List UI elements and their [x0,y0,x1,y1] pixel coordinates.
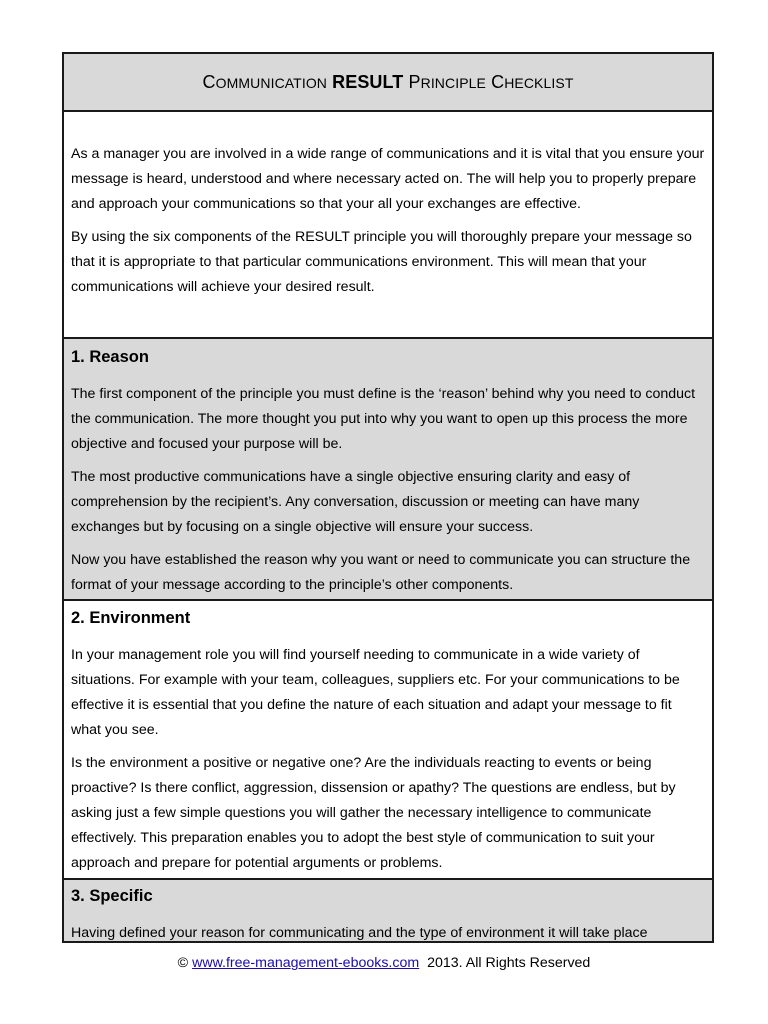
reason-paragraph-2: The most productive communications have a single objective ensuring clarity and easy of comprehension by the recipient’s. Any conversation, discussion or meeting can have many exchanges but by focusing on a single objective will ensure your success. [71,469,640,535]
section-reason [64,339,712,601]
rights-text: 2013. All Rights Reserved [427,955,591,971]
section-heading-specific: 3. Specific [71,887,153,905]
document-title: COMMUNICATION RESULT PRINCIPLE CHECKLIST [202,71,574,92]
intro-cell [64,112,712,339]
website-link[interactable]: www.free-management-ebooks.com [192,955,420,971]
title-cell [64,54,712,112]
page-footer [0,953,768,973]
section-heading-reason: 1. Reason [71,348,149,366]
intro-paragraph-2: By using the six components of the RESULT principle you will thoroughly prepare your message so that it is appropriate to that particular communications environment. This will mean that your communications will achieve your desired result. [71,229,692,295]
copyright-symbol: © [177,955,189,971]
section-environment [64,601,712,880]
reason-paragraph-1: The first component of the principle you must define is the ‘reason’ behind why you need to conduct the communication. The more thought you put into why you want to open up this process the more objective and focused your purpose will be. [71,386,696,452]
section-specific [64,880,712,943]
reason-paragraph-3: Now you have established the reason why you want or need to communicate you can structure the format of your message according to the principle’s other components. [71,552,691,593]
environment-paragraph-1: In your management role you will find yourself needing to communicate in a wide variety of situations. For example with your team, colleagues, suppliers etc. For your communications to be effective it is essential that you define the nature of each situation and adapt your message to fit what you see. [71,647,680,738]
checklist-table [62,52,714,943]
intro-paragraph-1: As a manager you are involved in a wide range of communications and it is vital that you ensure your message is heard, understood and where necessary acted on. The will help you to properly prepare and approach your communications so that your all your exchanges are effective. [71,146,705,212]
specific-paragraph-1: Having defined your reason for communicating and the type of environment it will take place [71,925,648,941]
section-heading-environment: 2. Environment [71,609,191,627]
environment-paragraph-2: Is the environment a positive or negative one? Are the individuals reacting to events or being proactive? Is there conflict, aggression, dissension or apathy? The questions are endless, but by asking just a few simple questions you will gather the necessary intelligence to communicate effectively. This preparation enables you to adopt the best style of communication to suit your approach and prepare for potential arguments or problems. [71,755,676,871]
